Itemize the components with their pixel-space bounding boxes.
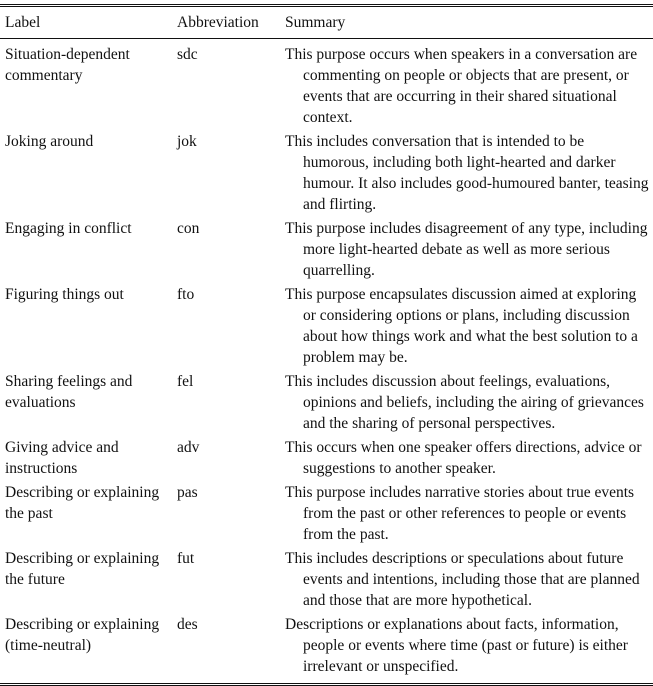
row-summary: This includes descriptions or speculations about future events and intentions, including those that are planned and those that are more hypothetical.	[285, 550, 640, 609]
header-label: Label	[5, 14, 41, 31]
table-row	[0, 546, 653, 612]
table-row	[0, 369, 653, 435]
row-summary: This purpose includes narrative stories about true events from the past or other references to people or events from the past.	[285, 484, 635, 543]
table-row	[0, 39, 653, 129]
table-body	[0, 39, 653, 683]
row-abbreviation: pas	[177, 484, 198, 501]
row-label: Joking around	[5, 133, 94, 150]
row-label: Describing or explaining the future	[5, 550, 160, 588]
row-label: Giving advice and instructions	[5, 439, 119, 477]
row-summary: This purpose occurs when speakers in a conversation are commenting on people or objects that are present, or events that are occurring in their shared situational context.	[285, 46, 638, 126]
header-row	[0, 7, 653, 38]
row-label: Describing or explaining (time-neutral)	[5, 616, 160, 654]
table-header	[0, 7, 653, 39]
table-row	[0, 129, 653, 216]
row-abbreviation: des	[177, 616, 198, 633]
row-summary: Descriptions or explanations about facts, information, people or events where time (past or future) is either irrelevant or unspecified.	[285, 616, 628, 675]
row-abbreviation: con	[177, 220, 200, 237]
row-abbreviation: sdc	[177, 46, 198, 63]
row-label: Situation-dependent commentary	[5, 46, 130, 84]
purpose-table	[0, 7, 653, 683]
purpose-table-wrapper	[0, 4, 653, 686]
row-summary: This includes conversation that is intended to be humorous, including both light-hearted and darker humour. It also includes good-humoured banter, teasing and flirting.	[285, 133, 649, 213]
row-abbreviation: fto	[177, 286, 195, 303]
row-label: Engaging in conflict	[5, 220, 132, 237]
table-row	[0, 612, 653, 683]
row-summary: This purpose includes disagreement of any type, including more light-hearted debate as well as more serious quarrelling.	[285, 220, 648, 279]
row-abbreviation: fut	[177, 550, 195, 567]
row-label: Figuring things out	[5, 286, 124, 303]
row-abbreviation: jok	[177, 133, 197, 150]
row-label: Sharing feelings and evaluations	[5, 373, 133, 411]
table-row	[0, 216, 653, 282]
header-abbreviation: Abbreviation	[177, 14, 259, 31]
table-row	[0, 435, 653, 480]
header-summary: Summary	[285, 14, 346, 31]
row-label: Describing or explaining the past	[5, 484, 160, 522]
table-row	[0, 480, 653, 546]
row-abbreviation: adv	[177, 439, 200, 456]
row-summary: This includes discussion about feelings, evaluations, opinions and beliefs, including the airing of grievances and the sharing of personal perspectives.	[285, 373, 644, 432]
row-summary: This occurs when one speaker offers directions, advice or suggestions to another speaker.	[285, 439, 642, 477]
row-summary: This purpose encapsulates discussion aimed at exploring or considering options or plans, including discussion about how things work and what the best solution to a problem may be.	[285, 286, 638, 366]
row-abbreviation: fel	[177, 373, 194, 390]
table-row	[0, 282, 653, 369]
